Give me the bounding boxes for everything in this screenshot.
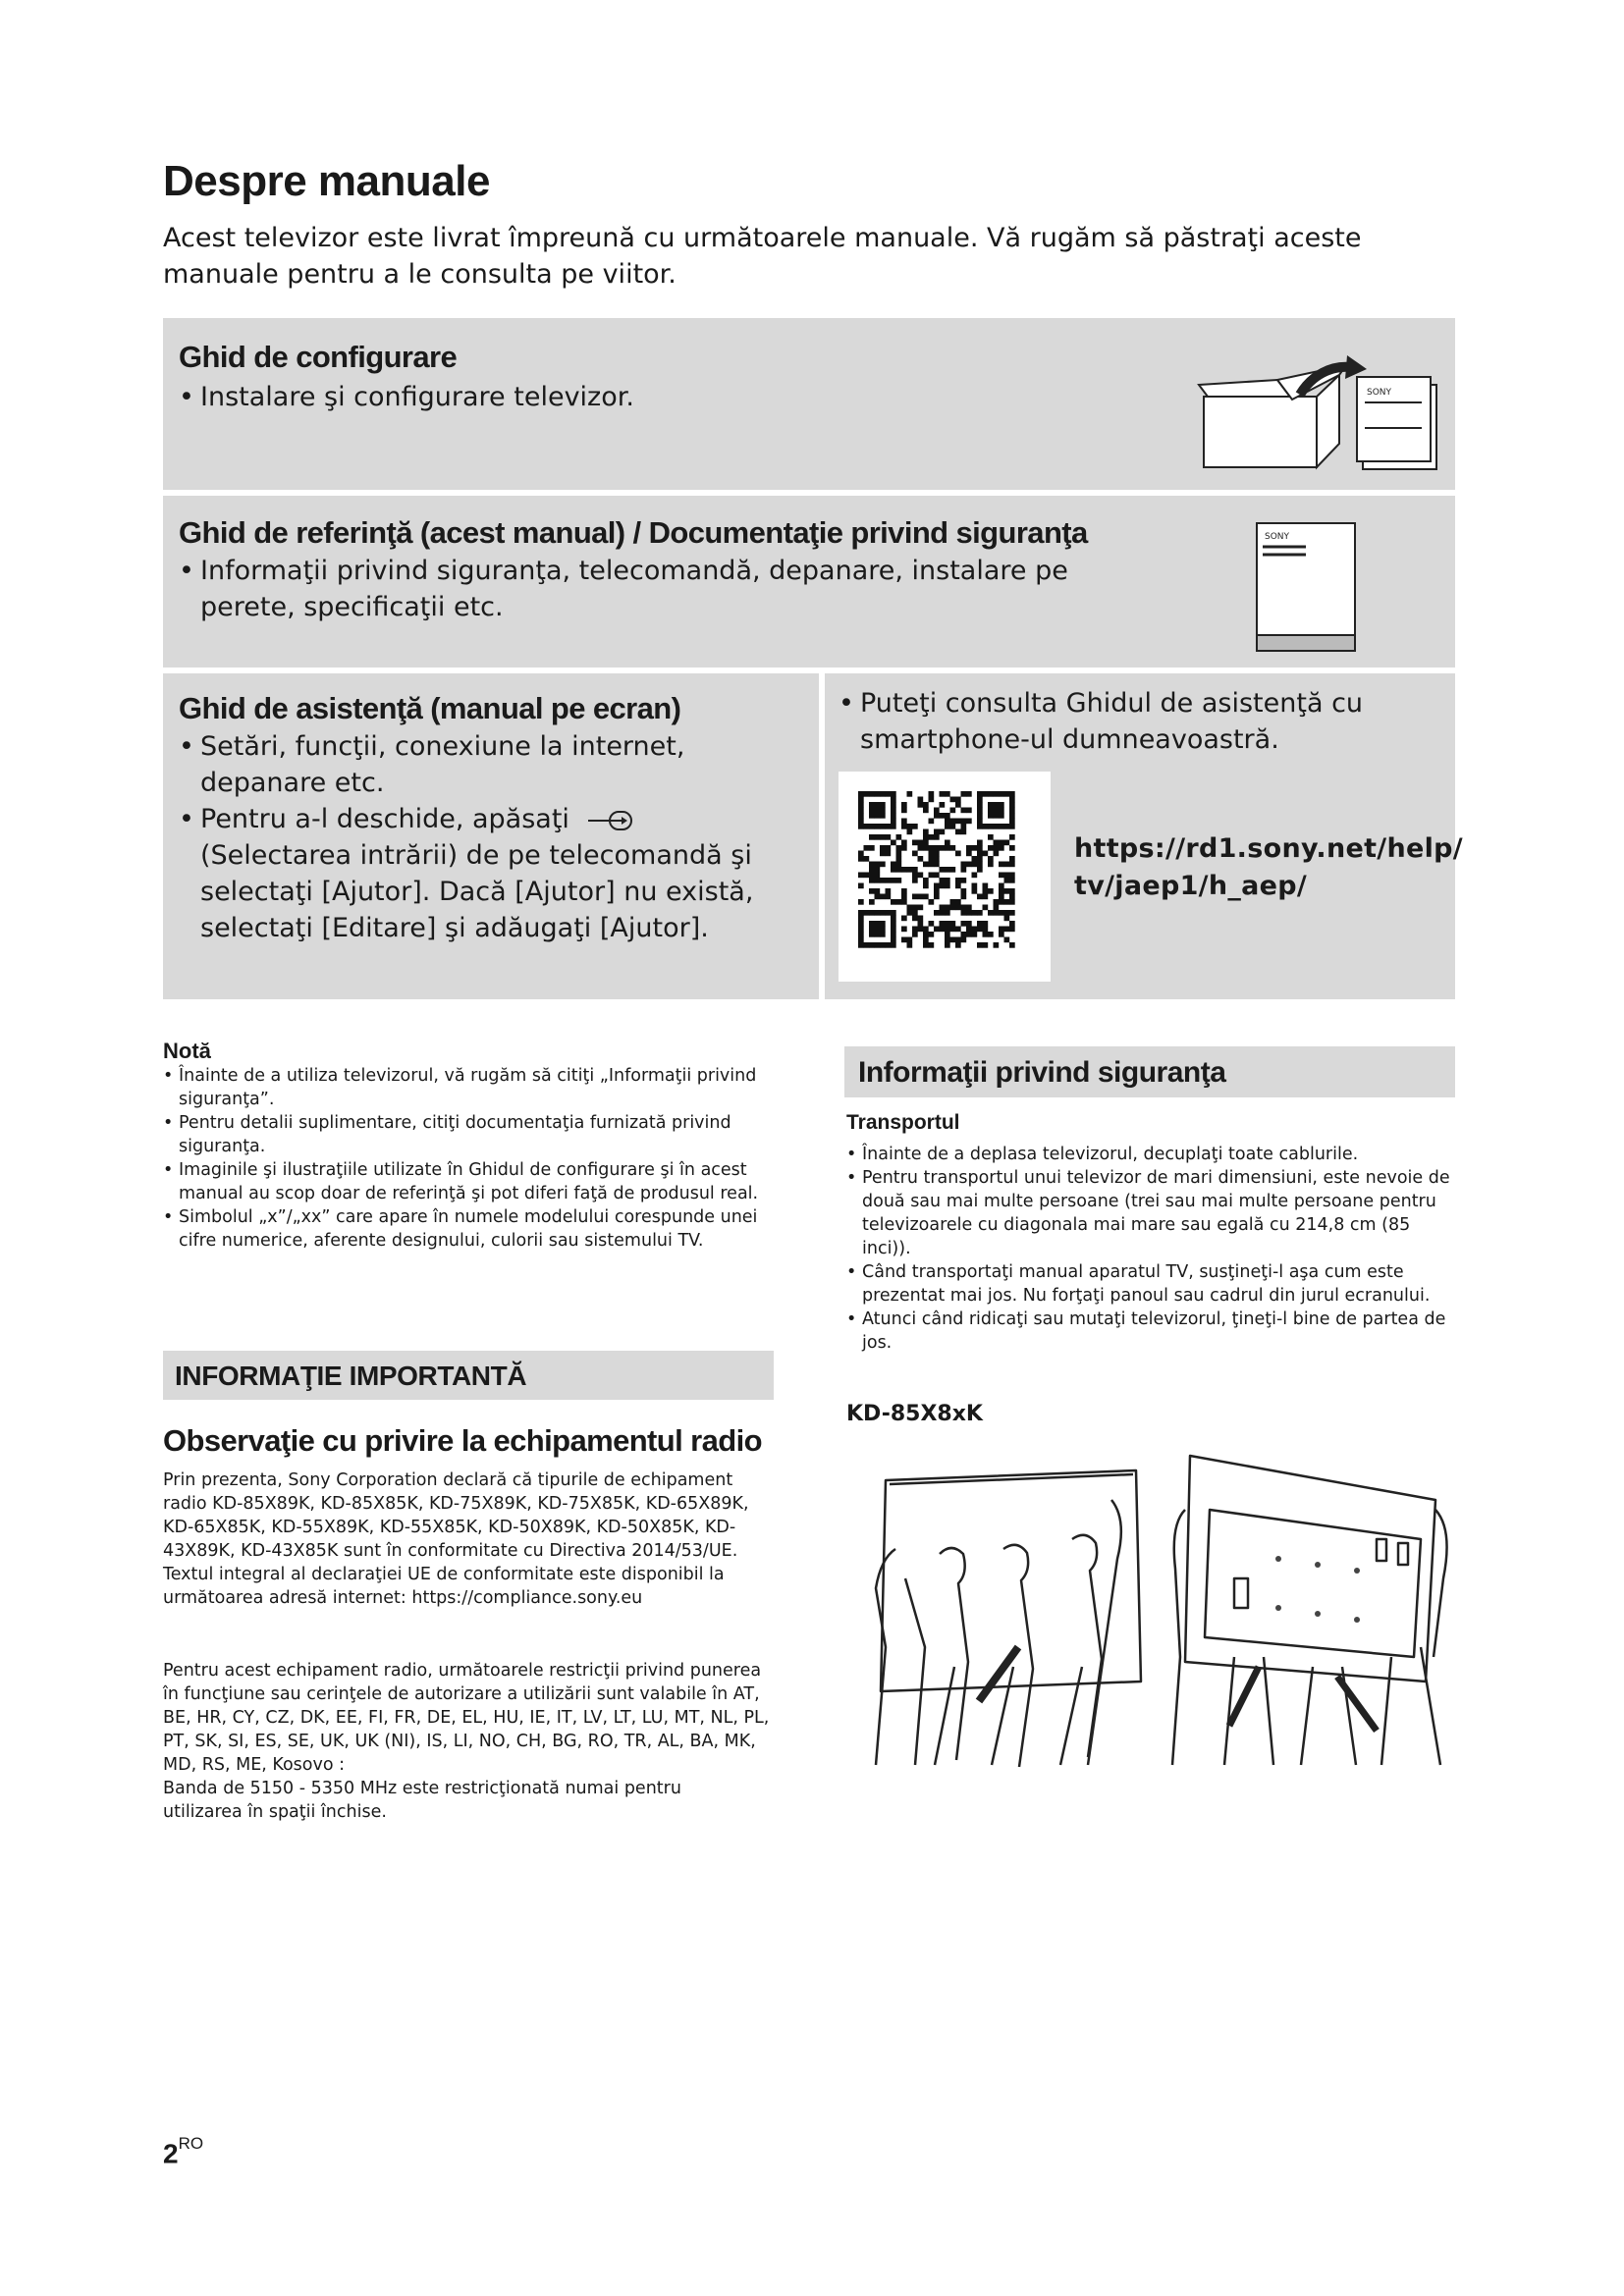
setup-guide-box bbox=[163, 318, 1455, 490]
important-banner: INFORMAŢIE IMPORTANTĂ bbox=[163, 1351, 774, 1400]
reference-guide-bullet: • Informaţii privind siguranţa, telecomandă, depanare, instalare pe perete, specificaţii etc. bbox=[179, 556, 1068, 622]
intro-text: Acest televizor este livrat împreună cu următoarele manuale. Vă rugăm să păstraţi aceste manuale pentru a le consulta pe viitor. bbox=[163, 223, 1362, 290]
reference-guide-box bbox=[163, 496, 1455, 667]
svg-text:SONY: SONY bbox=[1265, 532, 1290, 542]
reference-guide-heading: Ghid de referinţă (acest manual) / Documentaţie privind siguranţa bbox=[179, 515, 1088, 550]
note-heading: Notă bbox=[163, 1039, 211, 1063]
box-and-manual-icon bbox=[1184, 346, 1439, 473]
transport-item: • Atunci când ridicaţi sau mutaţi televizorul, ţineţi-l bine de partea de jos. bbox=[846, 1309, 1446, 1353]
page-title: Despre manuale bbox=[163, 157, 490, 205]
page-number: $2^{RO}$ bbox=[163, 2134, 204, 2169]
qr-code bbox=[839, 772, 1051, 982]
note-item: • Simbolul „x”/„xx” care apare în numele modelului corespunde unei cifre numerice, aferente designului, culorii sau sistemului TV. bbox=[163, 1207, 758, 1251]
svg-text:SONY: SONY bbox=[1367, 388, 1392, 398]
note-section bbox=[163, 1039, 772, 1253]
note-item: • Pentru detalii suplimentare, citiţi documentaţia furnizată privind siguranţa. bbox=[163, 1113, 731, 1156]
qr-code-graphic bbox=[839, 772, 1051, 982]
help-guide-box bbox=[163, 673, 819, 999]
transport-item: • Când transportaţi manual aparatul TV, susţineţi-l aşa cum este prezentat mai jos. Nu forţaţi panoul sau cadrul din jurul ecranului. bbox=[846, 1262, 1431, 1306]
help-guide-bullet-1: • Setări, funcţii, conexiune la internet, depanare etc. bbox=[179, 731, 685, 798]
radio-restrictions-text: Pentru acest echipament radio, următoarele restricţii privind punerea în funcţiune sau cerinţele de autorizare a utilizării sunt valabile în AT, BE, HR, CY, CZ, DK, EE, FI, FR, DE, EL, HU, IE, IT, LV, LT, LU, MT, NL, PL, PT, SK, SI, ES, SE, UK, UK (NI), IS, LI, NO, CH, BG, RO, TR, AL, BA, MK, MD, RS, ME, Kosovo : bbox=[163, 1661, 770, 1775]
transport-list bbox=[846, 1143, 1457, 1355]
setup-guide-bullet: • Instalare şi configurare televizor. bbox=[179, 382, 634, 412]
smartphone-bullet: • Puteţi consulta Ghidul de asistenţă cu smartphone-ul dumneavoastră. bbox=[839, 688, 1364, 755]
input-select-icon bbox=[582, 809, 651, 832]
note-item: • Imaginile şi ilustraţiile utilizate în Ghidul de configurare şi în acest manual au scop doar de referinţă şi pot diferi faţă de produsul real. bbox=[163, 1160, 759, 1203]
transport-heading: Transportul bbox=[846, 1111, 960, 1134]
model-label: KD-85X8xK bbox=[846, 1402, 983, 1426]
setup-guide-heading: Ghid de configurare bbox=[179, 340, 458, 374]
help-guide-heading: Ghid de asistenţă (manual pe ecran) bbox=[179, 691, 681, 725]
safety-banner: Informaţii privind siguranţa bbox=[844, 1046, 1455, 1097]
radio-band-text: Banda de 5150 - 5350 MHz este restricţionată numai pentru utilizarea în spaţii închise. bbox=[163, 1779, 681, 1822]
radio-equipment-heading: Observaţie cu privire la echipamentul radio bbox=[163, 1423, 762, 1458]
smartphone-help-box bbox=[825, 673, 1463, 999]
tv-carrying-illustration bbox=[846, 1441, 1455, 1785]
help-url[interactable]: https://rd1.sony.net/help/ tv/jaep1/h_aep/ bbox=[1074, 833, 1463, 901]
manual-booklet-icon bbox=[1251, 519, 1359, 655]
radio-declaration-text: Prin prezenta, Sony Corporation declară că tipurile de echipament radio KD-85X89K, KD-85X85K, KD-75X89K, KD-75X85K, KD-65X89K, KD-65X85K, KD-55X89K, KD-55X85K, KD-50X89K, KD-50X85K, KD-43X89K, KD-43X85K sunt în conformitate cu Directiva 2014/53/UE. Textul integral al declaraţiei UE de conformitate este disponibil la următoarea adresă internet: https://compliance.sony.eu bbox=[163, 1470, 749, 1608]
transport-item: • Înainte de a deplasa televizorul, decuplaţi toate cablurile. bbox=[846, 1145, 1359, 1164]
note-item: • Înainte de a utiliza televizorul, vă rugăm să citiţi „Informaţii privind siguranţa”. bbox=[163, 1066, 757, 1109]
help-guide-bullet-2: • Pentru a-l deschide, apăsaţi (Selectarea intrării) de pe telecomandă şi selectaţi [Ajutor]. Dacă [Ajutor] nu există, selectaţi [Editare] şi adăugaţi [Ajutor]. bbox=[179, 804, 754, 943]
note-list bbox=[163, 1064, 772, 1253]
transport-item: • Pentru transportul unui televizor de mari dimensiuni, este nevoie de două sau mai multe persoane (trei sau mai multe persoane pentru televizoarele cu diagonala mai mare sau egală cu 214,8 cm (85 inci)). bbox=[846, 1168, 1450, 1258]
